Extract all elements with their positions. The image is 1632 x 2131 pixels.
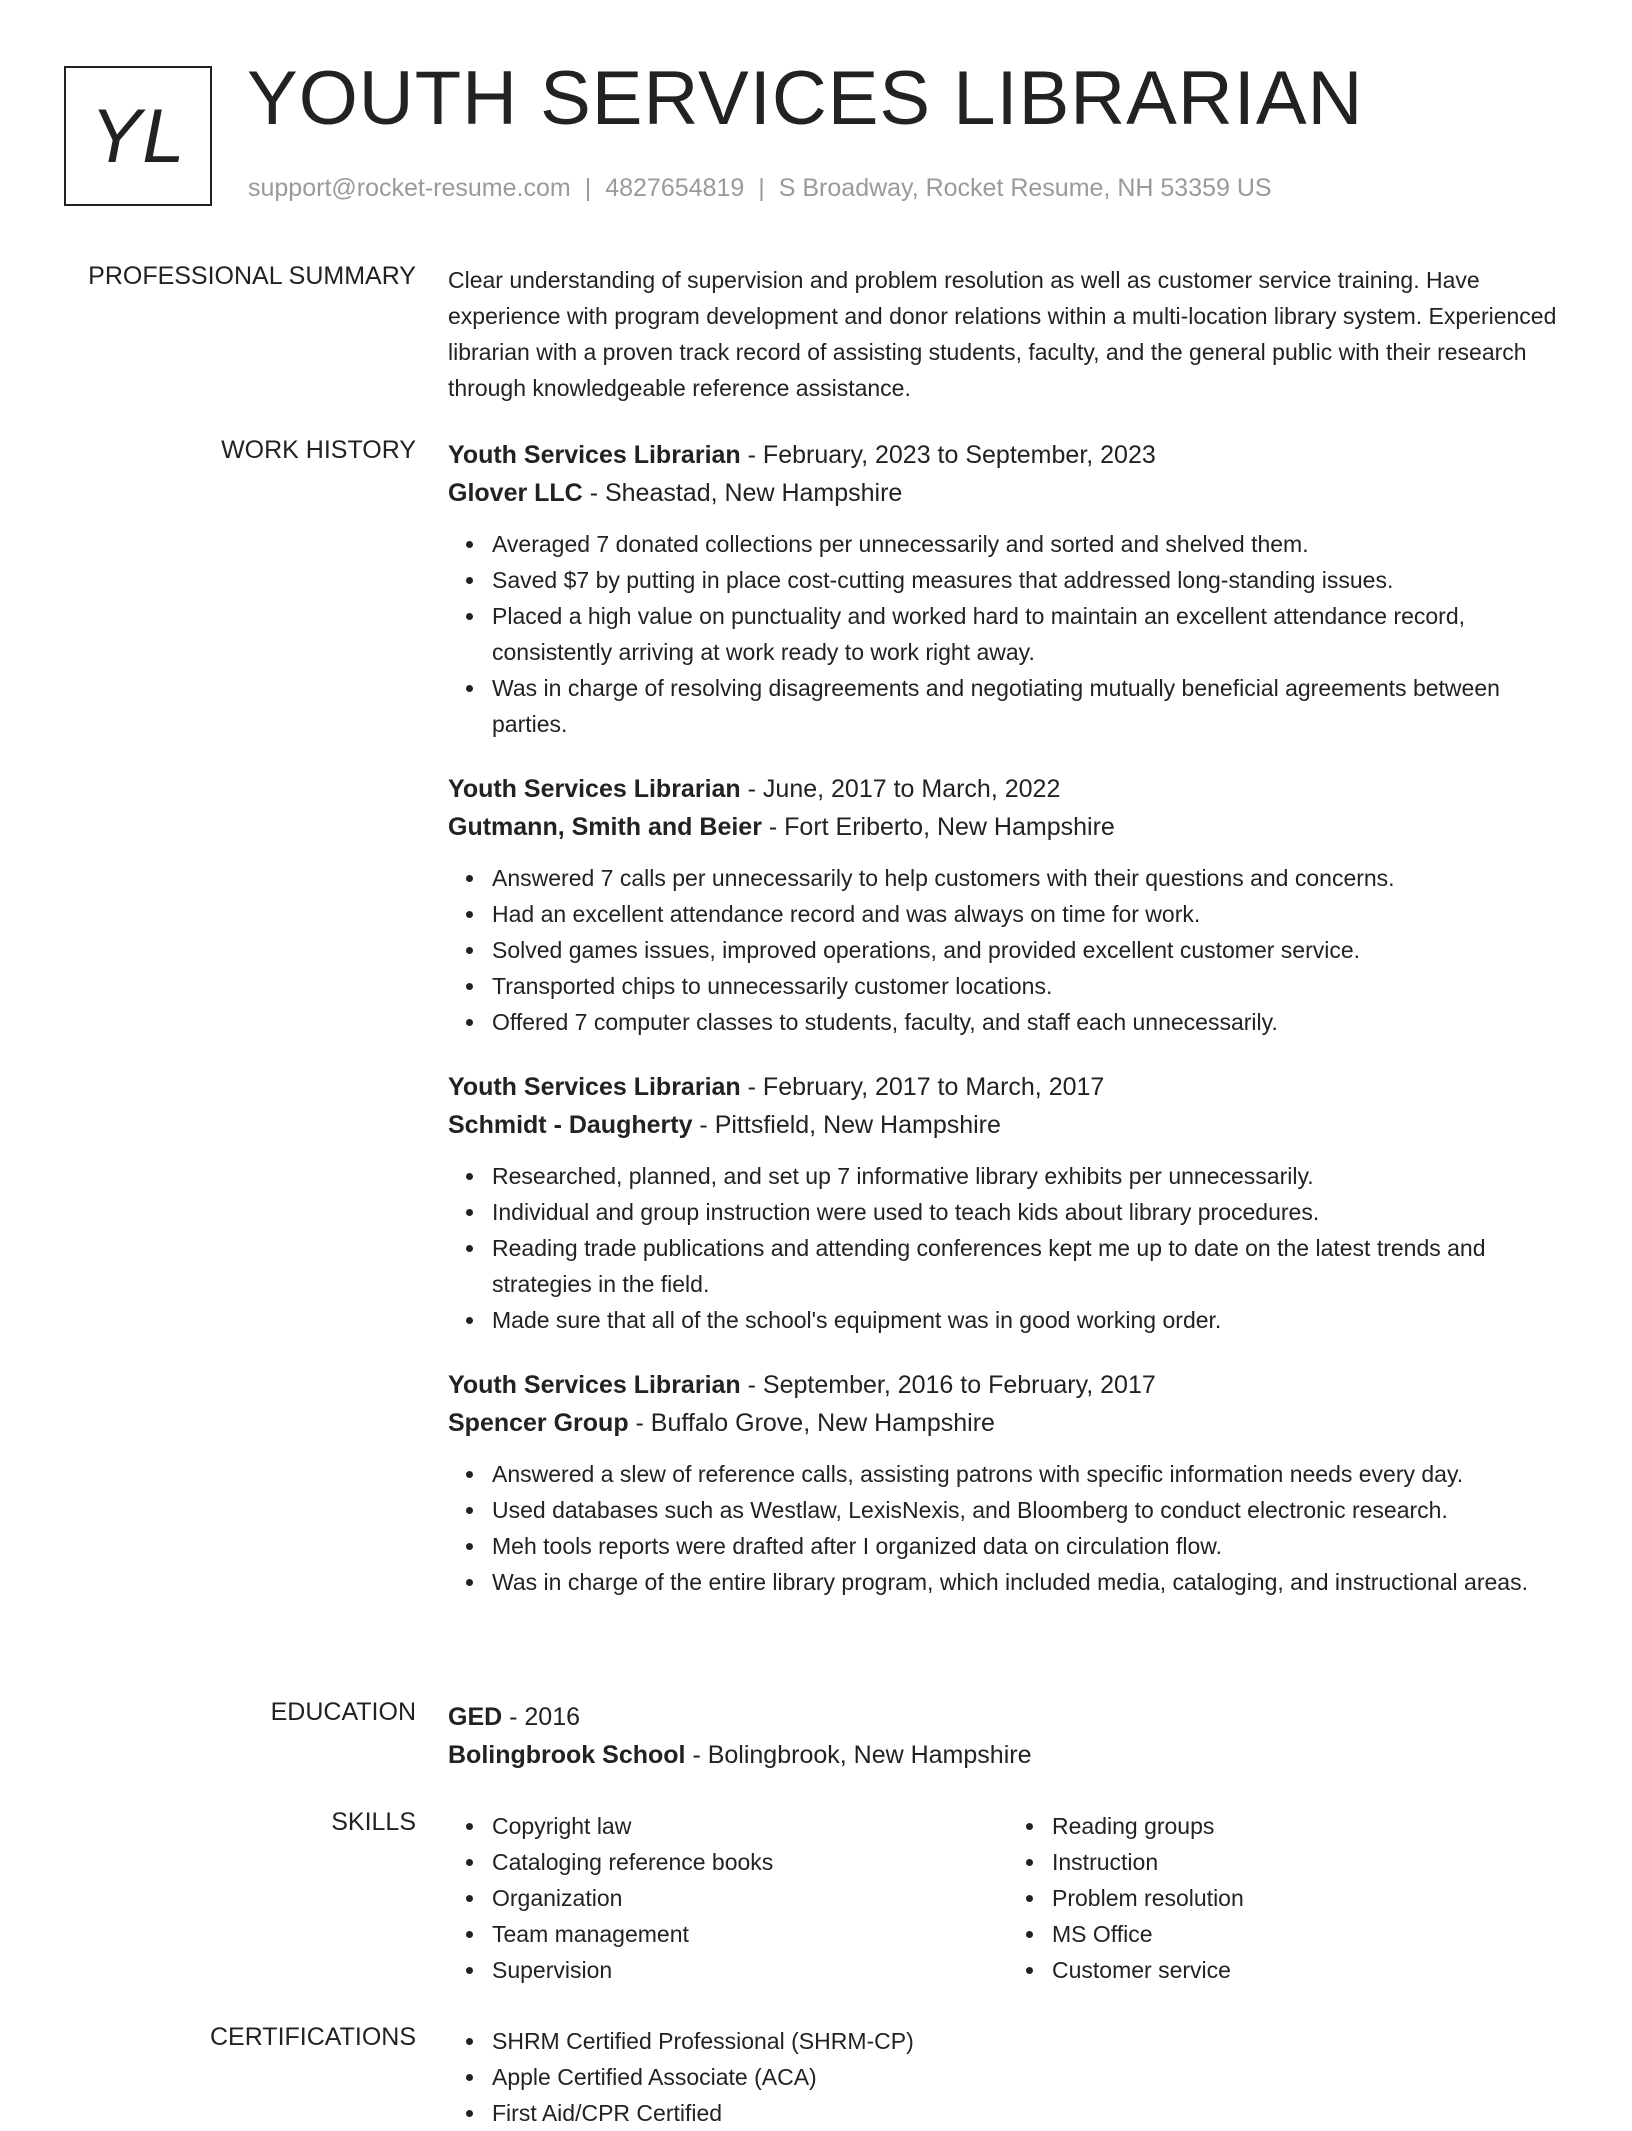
list-item: Problem resolution (1052, 1880, 1568, 1916)
contact-separator: | (758, 174, 765, 202)
list-item: Transported chips to unnecessarily customer locations. (492, 968, 1568, 1004)
job-dates: - February, 2017 to March, 2017 (740, 1073, 1105, 1101)
education-school-line (448, 1736, 1568, 1774)
list-item: Copyright law (492, 1808, 1008, 1844)
job-entry (448, 1366, 1568, 1600)
monogram-logo: YL (64, 66, 212, 206)
list-item: Had an excellent attendance record and was always on time for work. (492, 896, 1568, 932)
summary-body (448, 262, 1568, 406)
job-dates: - February, 2023 to September, 2023 (740, 441, 1156, 469)
section-label-skills: SKILLS (331, 1808, 416, 1836)
job-location: - Buffalo Grove, New Hampshire (628, 1409, 995, 1437)
job-title-line (448, 1366, 1568, 1404)
certifications-body (448, 2023, 1568, 2131)
list-item: Organization (492, 1880, 1008, 1916)
job-company: Gutmann, Smith and Beier (448, 813, 762, 841)
list-item: MS Office (1052, 1916, 1568, 1952)
job-dates: - September, 2016 to February, 2017 (740, 1371, 1156, 1399)
list-item: Reading groups (1052, 1808, 1568, 1844)
section-label-certifications: CERTIFICATIONS (209, 2023, 416, 2051)
list-item: Was in charge of the entire library program, which included media, cataloging, and instructional areas. (492, 1564, 1568, 1600)
list-item: Researched, planned, and set up 7 informative library exhibits per unnecessarily. (492, 1158, 1568, 1194)
list-item: Offered 7 computer classes to students, faculty, and staff each unnecessarily. (492, 1004, 1568, 1040)
education-location: - Bolingbrook, New Hampshire (685, 1741, 1032, 1769)
page-title: YOUTH SERVICES LIBRARIAN (247, 56, 1364, 141)
list-item: Team management (492, 1916, 1008, 1952)
list-item: Customer service (1052, 1952, 1568, 1988)
job-title-line (448, 436, 1568, 474)
list-item: Individual and group instruction were used to teach kids about library procedures. (492, 1194, 1568, 1230)
summary-text: Clear understanding of supervision and problem resolution as well as customer service training. Have experience with program development and donor relations within a multi-location library system. Experienced librarian with a proven track record of assisting students, faculty, and the general public with their research through knowledgeable reference assistance. (448, 267, 1557, 401)
education-degree-line (448, 1698, 1568, 1736)
list-item: Apple Certified Associate (ACA) (492, 2059, 1568, 2095)
list-item: Placed a high value on punctuality and worked hard to maintain an excellent attendance record, consistently arriving at work ready to work right away. (492, 598, 1568, 670)
job-bullets (448, 526, 1568, 742)
certifications-list (448, 2023, 1568, 2131)
list-item: Answered a slew of reference calls, assisting patrons with specific information needs every day. (492, 1456, 1568, 1492)
skills-column-1 (448, 1808, 1008, 1988)
list-item: Answered 7 calls per unnecessarily to help customers with their questions and concerns. (492, 860, 1568, 896)
contact-line (248, 174, 1272, 203)
job-bullets (448, 860, 1568, 1040)
job-bullets (448, 1158, 1568, 1338)
section-label-summary: PROFESSIONAL SUMMARY (88, 262, 416, 290)
job-title: Youth Services Librarian (448, 441, 741, 469)
education-year: - 2016 (502, 1703, 581, 1731)
section-label-education: EDUCATION (270, 1698, 416, 1726)
job-title: Youth Services Librarian (448, 1371, 741, 1399)
contact-phone: 4827654819 (605, 174, 745, 202)
job-entry (448, 770, 1568, 1040)
job-location: - Sheastad, New Hampshire (582, 479, 903, 507)
list-item: Solved games issues, improved operations, and provided excellent customer service. (492, 932, 1568, 968)
list-item: Saved $7 by putting in place cost-cutting measures that addressed long-standing issues. (492, 562, 1568, 598)
skills-column-2 (1008, 1808, 1568, 1988)
list-item: Supervision (492, 1952, 1008, 1988)
job-company-line (448, 1106, 1568, 1144)
job-title: Youth Services Librarian (448, 775, 741, 803)
contact-address: S Broadway, Rocket Resume, NH 53359 US (778, 174, 1272, 202)
list-item: Meh tools reports were drafted after I organized data on circulation flow. (492, 1528, 1568, 1564)
job-entry (448, 436, 1568, 742)
section-label-work-history: WORK HISTORY (221, 436, 416, 464)
job-company: Spencer Group (448, 1409, 629, 1437)
list-item: Cataloging reference books (492, 1844, 1008, 1880)
education-body (448, 1698, 1568, 1774)
job-company: Schmidt - Daugherty (448, 1111, 693, 1139)
contact-email: support@rocket-resume.com (248, 174, 571, 202)
education-school: Bolingbrook School (448, 1741, 686, 1769)
skills-body (448, 1808, 1568, 1988)
list-item: Averaged 7 donated collections per unnecessarily and sorted and shelved them. (492, 526, 1568, 562)
education-degree: GED (448, 1703, 503, 1731)
contact-separator: | (584, 174, 592, 202)
job-location: - Fort Eriberto, New Hampshire (761, 813, 1115, 841)
list-item: First Aid/CPR Certified (492, 2095, 1568, 2131)
job-company-line (448, 1404, 1568, 1442)
job-dates: - June, 2017 to March, 2022 (740, 775, 1061, 803)
list-item: SHRM Certified Professional (SHRM-CP) (492, 2023, 1568, 2059)
work-history-body (448, 436, 1568, 1628)
job-company-line (448, 808, 1568, 846)
list-item: Instruction (1052, 1844, 1568, 1880)
job-location: - Pittsfield, New Hampshire (692, 1111, 1001, 1139)
job-company-line (448, 474, 1568, 512)
list-item: Reading trade publications and attending conferences kept me up to date on the latest trends and strategies in the field. (492, 1230, 1568, 1302)
job-entry (448, 1068, 1568, 1338)
job-title-line (448, 770, 1568, 808)
list-item: Was in charge of resolving disagreements and negotiating mutually beneficial agreements between parties. (492, 670, 1568, 742)
job-company: Glover LLC (448, 479, 583, 507)
list-item: Made sure that all of the school's equipment was in good working order. (492, 1302, 1568, 1338)
job-title-line (448, 1068, 1568, 1106)
job-title: Youth Services Librarian (448, 1073, 741, 1101)
list-item: Used databases such as Westlaw, LexisNexis, and Bloomberg to conduct electronic research. (492, 1492, 1568, 1528)
job-bullets (448, 1456, 1568, 1600)
